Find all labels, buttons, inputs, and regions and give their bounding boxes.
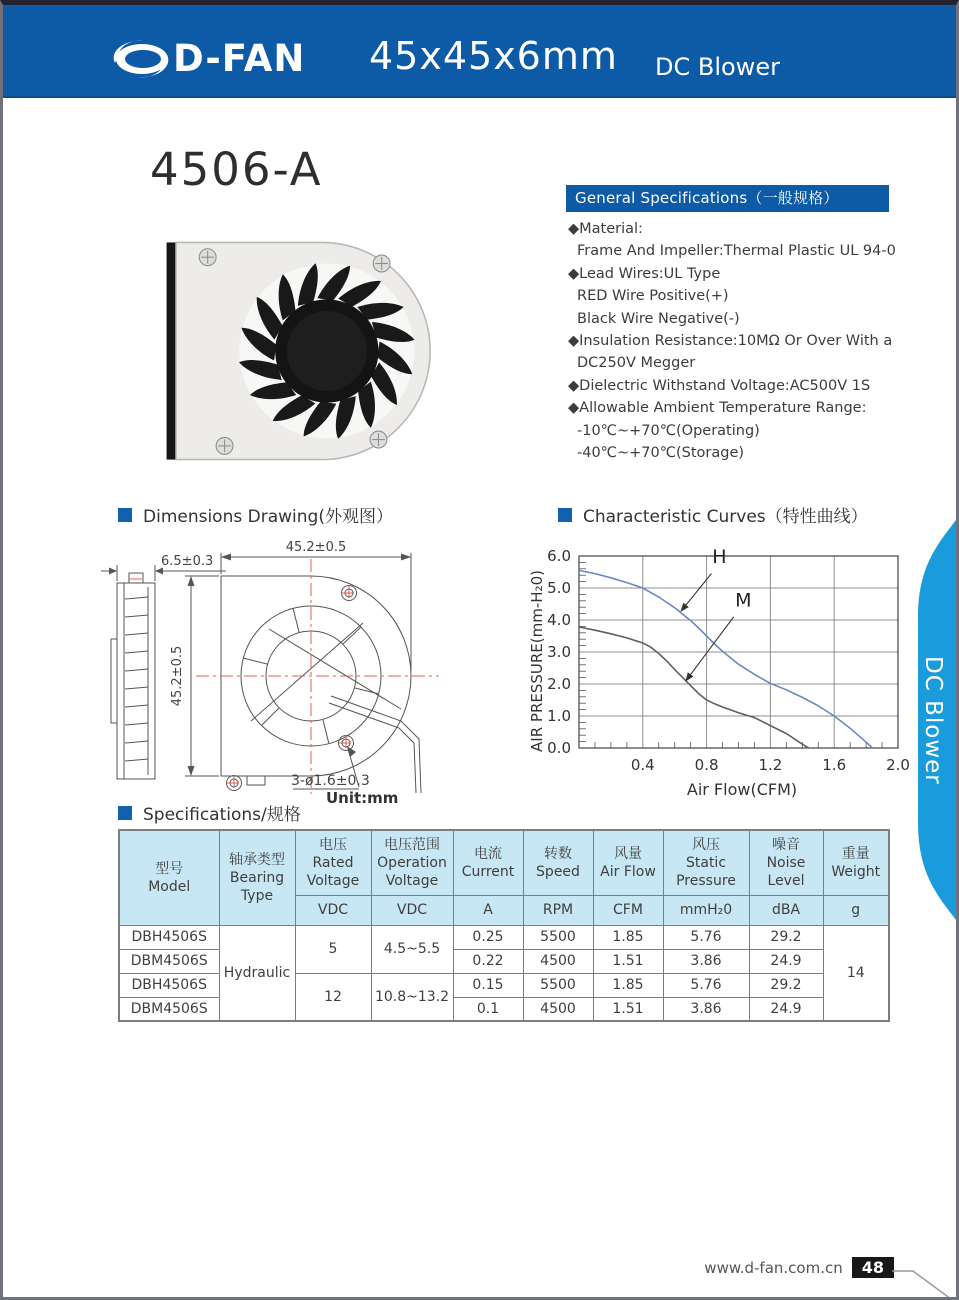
col-speed: 转数 Speed bbox=[523, 830, 593, 895]
cell-current: 0.15 bbox=[453, 973, 523, 997]
unit-vdc: VDC bbox=[371, 895, 453, 925]
cell-noise: 24.9 bbox=[749, 997, 823, 1021]
spec-line: ◆Insulation Resistance:10MΩ Or Over With a bbox=[568, 333, 893, 350]
col-weight: 重量 Weight bbox=[823, 830, 889, 895]
col-airflow: 风量 Air Flow bbox=[593, 830, 663, 895]
spec-line: ◆Dielectric Withstand Voltage:AC500V 1S bbox=[568, 377, 871, 394]
curves-section-title: Characteristic Curves（特性曲线） bbox=[583, 507, 868, 527]
cell-rated-voltage: 5 bbox=[295, 925, 371, 973]
spec-table-section-title: Specifications/规格 bbox=[143, 805, 301, 825]
spec-line: ◆Lead Wires:UL Type bbox=[568, 265, 721, 282]
blue-square-icon bbox=[558, 508, 572, 522]
cell-speed: 5500 bbox=[523, 925, 593, 949]
cell-model: DBH4506S bbox=[119, 973, 219, 997]
dimensions-section-heading bbox=[118, 502, 393, 527]
x-axis-label: Air Flow(CFM) bbox=[686, 780, 798, 799]
cell-airflow: 1.51 bbox=[593, 949, 663, 973]
cell-current: 0.1 bbox=[453, 997, 523, 1021]
unit-rpm: RPM bbox=[523, 895, 593, 925]
cell-pressure: 5.76 bbox=[663, 973, 749, 997]
col-pressure: 风压 Static Pressure bbox=[663, 830, 749, 895]
spec-line: -40℃~+70℃(Storage) bbox=[577, 445, 745, 462]
spec-line: DC250V Megger bbox=[577, 355, 696, 372]
footer-url[interactable]: www.d-fan.com.cn bbox=[704, 1258, 843, 1277]
fan-size-title: 45x45x6mm bbox=[369, 34, 618, 78]
dimension-arrows bbox=[109, 554, 411, 777]
characteristic-curves-chart bbox=[526, 533, 918, 801]
model-number-title: 4506-A bbox=[150, 143, 323, 196]
y-axis-label: AIR PRESSURE(mm-H₂0) bbox=[528, 570, 546, 752]
cell-operation-voltage: 10.8~13.2 bbox=[371, 973, 453, 1021]
side-tab-label: DC Blower bbox=[920, 655, 946, 785]
dim-thickness-label: 6.5±0.3 bbox=[161, 554, 214, 569]
col-model: 型号 Model bbox=[119, 830, 219, 925]
curves-section-heading bbox=[558, 502, 868, 527]
header-band bbox=[3, 5, 956, 98]
general-specs-header: General Specifications（一般规格） bbox=[566, 185, 889, 212]
svg-text:0.0: 0.0 bbox=[547, 739, 571, 757]
cell-rated-voltage: 12 bbox=[295, 973, 371, 1021]
svg-text:1.0: 1.0 bbox=[547, 707, 571, 725]
dimensions-drawing bbox=[101, 531, 546, 806]
dimensions-section-title: Dimensions Drawing(外观图） bbox=[143, 507, 393, 527]
dfan-logo-icon bbox=[111, 37, 171, 81]
col-noise: 噪音 Noise Level bbox=[749, 830, 823, 895]
svg-text:5.0: 5.0 bbox=[547, 579, 571, 597]
svg-text:1.6: 1.6 bbox=[822, 756, 847, 774]
cell-current: 0.25 bbox=[453, 925, 523, 949]
footer-corner-line bbox=[751, 1255, 956, 1300]
dim-height-label: 45.2±0.5 bbox=[170, 645, 185, 707]
brand-name: D-FAN bbox=[173, 37, 306, 80]
cell-airflow: 1.85 bbox=[593, 925, 663, 949]
svg-text:H: H bbox=[712, 546, 727, 569]
page-number-badge: 48 bbox=[852, 1257, 894, 1278]
cell-bearing: Hydraulic bbox=[219, 925, 295, 1021]
blue-square-icon bbox=[118, 508, 132, 522]
specifications-table bbox=[118, 829, 890, 1022]
unit-g: g bbox=[823, 895, 889, 925]
unit-a: A bbox=[453, 895, 523, 925]
cell-airflow: 1.51 bbox=[593, 997, 663, 1021]
cell-speed: 5500 bbox=[523, 973, 593, 997]
svg-text:2.0: 2.0 bbox=[886, 756, 910, 774]
chart-plot-area bbox=[547, 546, 910, 774]
general-specs-list bbox=[568, 218, 928, 464]
product-photo bbox=[131, 215, 491, 487]
cell-pressure: 5.76 bbox=[663, 925, 749, 949]
unit-mmh2o: mmH₂0 bbox=[663, 895, 749, 925]
spec-line: RED Wire Positive(+) bbox=[577, 288, 729, 305]
unit-cfm: CFM bbox=[593, 895, 663, 925]
blue-square-icon bbox=[118, 806, 132, 820]
cell-model: DBM4506S bbox=[119, 997, 219, 1021]
svg-text:4.0: 4.0 bbox=[547, 611, 571, 629]
cell-noise: 29.2 bbox=[749, 973, 823, 997]
svg-text:1.2: 1.2 bbox=[758, 756, 783, 774]
col-operation-voltage: 电压范围 Operation Voltage bbox=[371, 830, 453, 895]
cell-noise: 24.9 bbox=[749, 949, 823, 973]
side-index-tab bbox=[900, 520, 956, 920]
svg-text:3.0: 3.0 bbox=[547, 643, 571, 661]
cell-noise: 29.2 bbox=[749, 925, 823, 949]
spec-line: ◆Material: bbox=[568, 221, 643, 237]
col-bearing: 轴承类型 Bearing Type bbox=[219, 830, 295, 925]
svg-text:0.4: 0.4 bbox=[630, 756, 655, 774]
svg-text:M: M bbox=[735, 589, 752, 612]
cell-model: DBM4506S bbox=[119, 949, 219, 973]
unit-dba: dBA bbox=[749, 895, 823, 925]
cell-airflow: 1.85 bbox=[593, 973, 663, 997]
cell-speed: 4500 bbox=[523, 949, 593, 973]
product-type-title: DC Blower bbox=[655, 53, 780, 81]
svg-text:6.0: 6.0 bbox=[547, 547, 571, 565]
col-current: 电流 Current bbox=[453, 830, 523, 895]
dim-holes-label: 3-ø1.6±0.3 bbox=[291, 773, 370, 789]
table-header-row bbox=[119, 830, 889, 895]
cell-weight: 14 bbox=[823, 925, 889, 1021]
spec-line: Black Wire Negative(-) bbox=[577, 310, 740, 327]
unit-label: Unit:mm bbox=[326, 789, 399, 806]
spec-line: -10℃~+70℃(Operating) bbox=[577, 422, 760, 439]
cell-pressure: 3.86 bbox=[663, 949, 749, 973]
cell-pressure: 3.86 bbox=[663, 997, 749, 1021]
cell-speed: 4500 bbox=[523, 997, 593, 1021]
table-row bbox=[119, 925, 889, 949]
cell-operation-voltage: 4.5~5.5 bbox=[371, 925, 453, 973]
cell-model: DBH4506S bbox=[119, 925, 219, 949]
svg-text:0.8: 0.8 bbox=[694, 756, 719, 774]
svg-text:2.0: 2.0 bbox=[547, 675, 571, 693]
unit-vdc: VDC bbox=[295, 895, 371, 925]
dim-width-label: 45.2±0.5 bbox=[285, 540, 347, 555]
cell-current: 0.22 bbox=[453, 949, 523, 973]
spec-line: ◆Allowable Ambient Temperature Range: bbox=[568, 400, 867, 417]
spec-line: Frame And Impeller:Thermal Plastic UL 94-0 bbox=[577, 243, 896, 260]
col-rated-voltage: 电压 Rated Voltage bbox=[295, 830, 371, 895]
